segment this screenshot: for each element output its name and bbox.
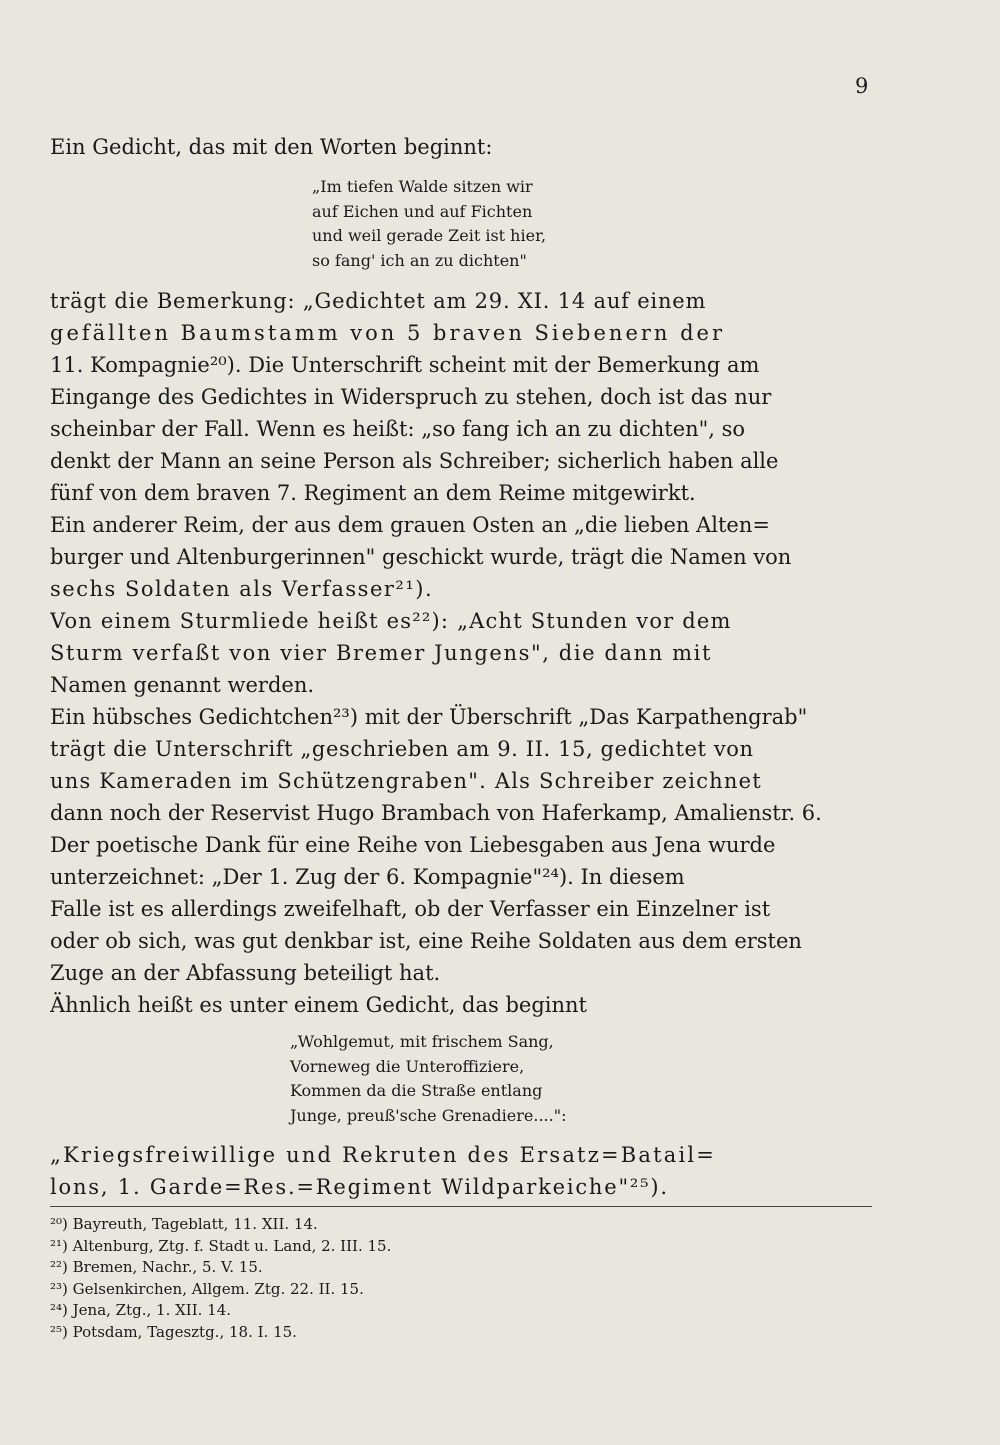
closing-line: lons, 1. Garde=Res.=Regiment Wildparkeiche"²⁵). (50, 1175, 669, 1199)
poem-line: Kommen da die Straße entlang (290, 1081, 543, 1100)
poem-grenadiers (290, 1030, 566, 1128)
poem-line: so fang' ich an zu dichten" (312, 250, 527, 270)
closing-line: „Kriegsfreiwillige und Rekruten des Ersatz=Batail= (50, 1143, 717, 1167)
body-line: denkt der Mann an seine Person als Schreiber; sicherlich haben alle (50, 449, 779, 473)
footnote: ²⁴) Jena, Ztg., 1. XII. 14. (50, 1301, 232, 1319)
body-line: dann noch der Reservist Hugo Brambach von Haferkamp, Amalienstr. 6. (50, 801, 822, 825)
page-number: 9 (855, 74, 869, 98)
footnotes (50, 1214, 391, 1343)
body-line: trägt die Unterschrift „geschrieben am 9. II. 15, gedichtet von (50, 737, 754, 761)
poem-line: und weil gerade Zeit ist hier, (312, 226, 547, 245)
body-line: uns Kameraden im Schützengraben". Als Schreiber zeichnet (50, 769, 762, 793)
poem-line: auf Eichen und auf Fichten (312, 201, 533, 221)
paragraph-intro: Ein Gedicht, das mit den Worten beginnt: (50, 135, 493, 159)
body-line: Sturm verfaßt von vier Bremer Jungens", die dann mit (50, 641, 712, 665)
body-line: Von einem Sturmliede heißt es²²): „Acht Stunden vor dem (50, 609, 732, 633)
body-line: Zuge an der Abfassung beteiligt hat. (50, 961, 441, 985)
body-line: sechs Soldaten als Verfasser²¹). (50, 577, 434, 601)
body-line: Der poetische Dank für eine Reihe von Liebesgaben aus Jena wurde (50, 833, 776, 857)
body-line: unterzeichnet: „Der 1. Zug der 6. Kompagnie"²⁴). In diesem (50, 865, 685, 889)
footnote: ²⁵) Potsdam, Tagesztg., 18. I. 15. (50, 1322, 297, 1341)
body-line: oder ob sich, was gut denkbar ist, eine Reihe Soldaten aus dem ersten (50, 929, 802, 953)
body-line: Eingange des Gedichtes in Widerspruch zu stehen, doch ist das nur (50, 385, 772, 409)
poem-line: „Wohlgemut, mit frischem Sang, (290, 1032, 554, 1051)
body-line: scheinbar der Fall. Wenn es heißt: „so fang ich an zu dichten", so (50, 417, 746, 441)
poem-line: Vorneweg die Unteroffiziere, (290, 1056, 525, 1076)
poem-line: Junge, preuß'sche Grenadiere....": (290, 1105, 567, 1125)
poem-forest (312, 175, 546, 273)
footnote: ²⁰) Bayreuth, Tageblatt, 11. XII. 14. (50, 1215, 318, 1233)
footnote-divider (50, 1206, 872, 1207)
body-line: burger und Altenburgerinnen" geschickt wurde, trägt die Namen von (50, 545, 792, 569)
footnote: ²³) Gelsenkirchen, Allgem. Ztg. 22. II. 15. (50, 1279, 364, 1298)
body-line: Ein hübsches Gedichtchen²³) mit der Überschrift „Das Karpathengrab" (50, 705, 808, 729)
body-line: Ähnlich heißt es unter einem Gedicht, das beginnt (50, 993, 587, 1017)
body-line: trägt die Bemerkung: „Gedichtet am 29. XI. 14 auf einem (50, 289, 707, 313)
body-line: 11. Kompagnie²⁰). Die Unterschrift scheint mit der Bemerkung am (50, 353, 760, 377)
poem-line: „Im tiefen Walde sitzen wir (312, 177, 533, 196)
footnote: ²¹) Altenburg, Ztg. f. Stadt u. Land, 2. III. 15. (50, 1236, 392, 1255)
body-line: fünf von dem braven 7. Regiment an dem Reime mitgewirkt. (50, 481, 696, 505)
footnote: ²²) Bremen, Nachr., 5. V. 15. (50, 1258, 263, 1276)
body-line: Ein anderer Reim, der aus dem grauen Osten an „die lieben Alten= (50, 513, 770, 537)
body-line: Namen genannt werden. (50, 673, 315, 697)
body-line: gefällten Baumstamm von 5 braven Siebenern der (50, 321, 726, 345)
body-line: Falle ist es allerdings zweifelhaft, ob der Verfasser ein Einzelner ist (50, 897, 771, 921)
